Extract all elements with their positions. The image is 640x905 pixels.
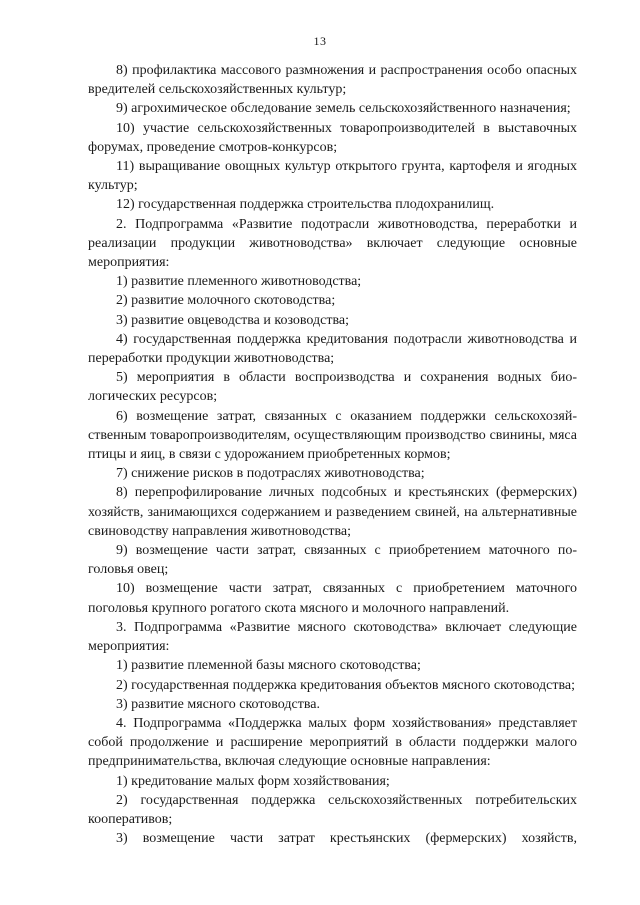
subprogram-3-item-2: 2) государственная поддержка кредитования объектов мясного скотоводства;	[116, 677, 576, 693]
subprogram-2-item-10: 10) возмещение части затрат, связанных с приобретением маточного поголовья крупного рогатого скота мясного и молочного направлений.	[88, 581, 577, 616]
subprogram-3-item-1: 1) развитие племенной базы мясного скотоводства;	[116, 658, 421, 674]
subprogram-2-heading: 2. Подпрограмма «Развитие подотрасли животноводства, переработки и реализации продукции животноводства» включает следующие основные мероприятия:	[88, 216, 577, 271]
subprogram-2-item-6: 6) возмещение затрат, связанных с оказанием поддержки сельскохозяйственным товаропроизводителям, осуществляющим производство свинины, мяса птицы и яиц, в связи с удорожанием приобретенных кормов;	[88, 408, 577, 463]
subprogram-2-item-5: 5) мероприятия в области воспроизводства и сохранения водных биологических ресурсов;	[88, 370, 577, 405]
subprogram-4-item-2: 2) государственная поддержка сельскохозяйственных потребительских кооперативов;	[88, 792, 577, 827]
subprogram-2-item-1: 1) развитие племенного животноводства;	[116, 274, 362, 290]
subprogram-4-item-1: 1) кредитование малых форм хозяйствования;	[116, 773, 390, 789]
subprogram-2-item-7: 7) снижение рисков в подотраслях животноводства;	[116, 466, 425, 482]
subprogram-2-item-8: 8) перепрофилирование личных подсобных и крестьянских (фермерских) хозяйств, занимающихся содержанием и разведением свиней, на альтернативные свиноводству направления животноводства;	[88, 485, 577, 539]
subprogram-4-item-3: 3) возмещение части затрат крестьянских (фермерских) хозяйств,	[116, 831, 577, 847]
page-number: 13	[313, 34, 327, 48]
paragraph-item-12: 12) государственная поддержка строительства плодохранилищ.	[116, 197, 495, 213]
paragraph-item-8: 8) профилактика массового размножения и распространения особо опасных вредителей сельскохозяйственных культур;	[88, 63, 577, 98]
document-body	[88, 61, 577, 848]
paragraph-item-9: 9) агрохимическое обследование земель сельскохозяйственного назначения;	[116, 101, 571, 117]
paragraph-item-10: 10) участие сельскохозяйственных товаропроизводителей в выставочных форумах, проведение смотров-конкурсов;	[88, 120, 577, 155]
subprogram-3-heading: 3. Подпрограмма «Развитие мясного скотоводства» включает следующие мероприятия:	[88, 619, 577, 655]
subprogram-4-heading: 4. Подпрограмма «Поддержка малых форм хозяйствования» представляет собой продолжение и расширение мероприятий в области поддержки малого предпринимательства, включая следующие основные направления:	[88, 715, 577, 770]
subprogram-2-item-3: 3) развитие овцеводства и козоводства;	[116, 312, 349, 328]
subprogram-3-item-3: 3) развитие мясного скотоводства.	[116, 696, 320, 712]
subprogram-2-item-9: 9) возмещение части затрат, связанных с приобретением маточного поголовья овец;	[88, 543, 577, 578]
subprogram-2-item-4: 4) государственная поддержка кредитования подотрасли животноводства и переработки продукции животноводства;	[88, 331, 577, 367]
paragraph-item-11: 11) выращивание овощных культур открытого грунта, картофеля и ягодных культур;	[88, 159, 577, 194]
subprogram-2-item-2: 2) развитие молочного скотоводства;	[116, 293, 336, 309]
